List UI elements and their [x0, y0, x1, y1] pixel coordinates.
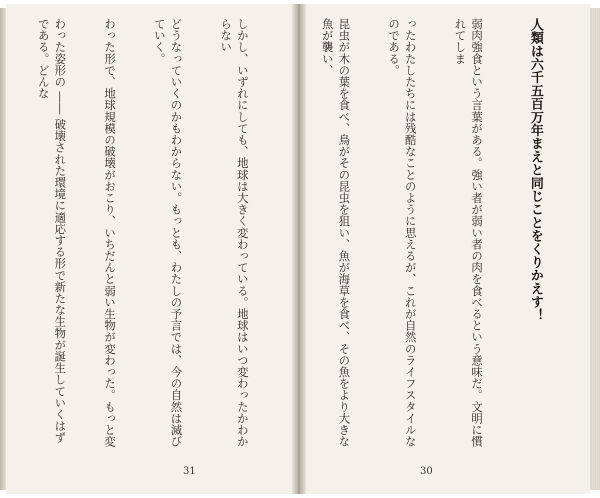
text-column: しかし、いずれにしても、地球は大きく変わっている。地球はいつ変わったかわからない: [219, 18, 250, 448]
page-number-left: 31: [183, 466, 196, 477]
right-page-text: [318, 18, 576, 454]
text-column: ったわたしたちには残酷なことのように思えるが、これが自然のライフスタイルなのである。: [387, 18, 418, 448]
text-column: わった姿形の ―― 破壊された環境に適応する形で新たな生物が誕生していくはずである。どんな: [36, 18, 68, 444]
text-column: どうなっていくのかもわからない。もっとも、わたしの予言では、今の自然は滅びていく。: [152, 18, 184, 448]
book-gutter: [292, 4, 306, 494]
right-page-stack-edge: [590, 8, 600, 490]
section-heading: 人類は六千五百万年まえと同じことをくりかえす！: [527, 18, 543, 322]
text-column: わった形で、地球規模の破壊がおこり、いちだんと弱い生物が変わった。もっと変: [103, 18, 118, 448]
text-column: 昆虫が木の葉を食べ、鳥がその昆虫を狙い、魚が海草を食べ、その魚をより大きな魚が襲い、: [320, 18, 352, 448]
left-page-text: [14, 18, 284, 454]
page-number-right: 30: [420, 466, 433, 477]
text-column: 弱肉強食という言葉がある。強い者が弱い者の肉を食べるという意味だ。文明に慣れてしま: [453, 18, 485, 448]
